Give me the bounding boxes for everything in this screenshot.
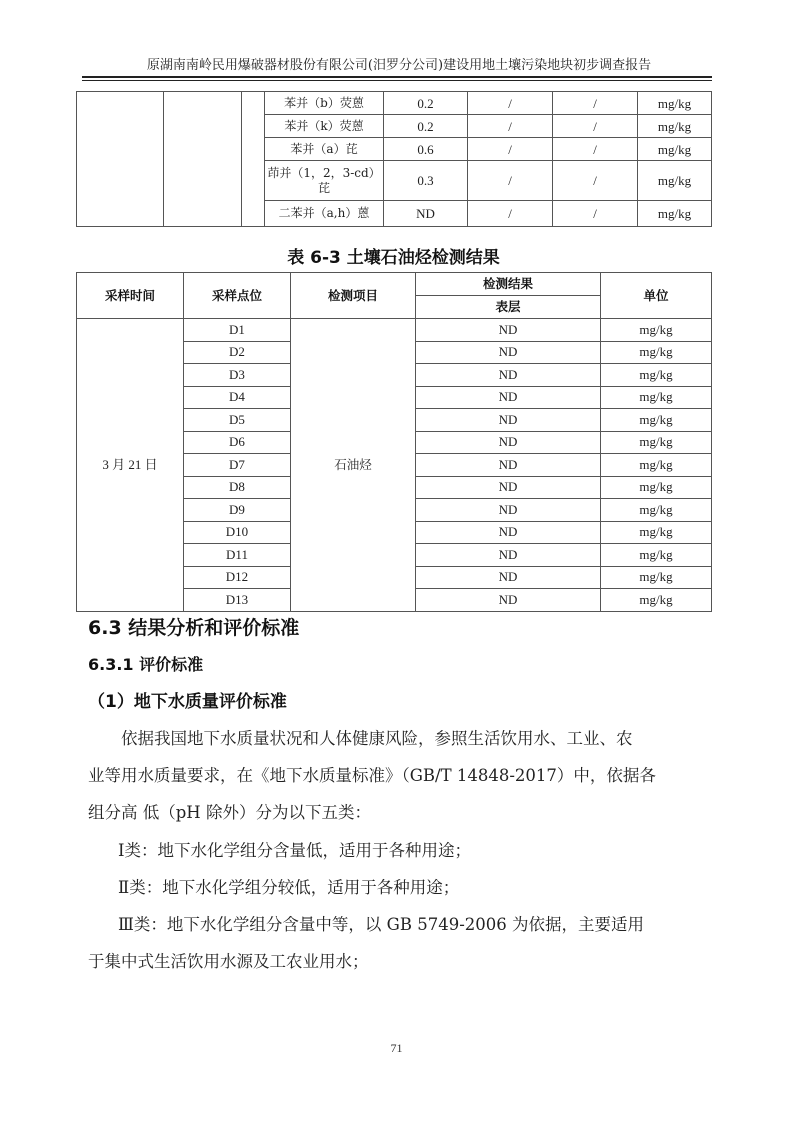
unit-cell: mg/kg bbox=[638, 138, 712, 161]
result-cell: ND bbox=[416, 409, 601, 432]
slash-cell: / bbox=[553, 161, 638, 201]
item-cell bbox=[265, 161, 384, 201]
result-cell: ND bbox=[416, 431, 601, 454]
result-cell: ND bbox=[416, 386, 601, 409]
unit-cell: mg/kg bbox=[601, 409, 712, 432]
table-caption: 表 6-3 土壤石油烃检测结果 bbox=[287, 248, 500, 268]
class-3-continuation: 于集中式生活饮用水源及工农业用水； bbox=[88, 952, 369, 971]
point-cell: D6 bbox=[184, 431, 291, 454]
unit-cell: mg/kg bbox=[638, 115, 712, 138]
paragraph-line: 业等用水质量要求，在《地下水质量标准》（GB/T 14848-2017）中，依据各 bbox=[88, 766, 656, 785]
subsection-heading-6-3-1: 6.3.1 评价标准 bbox=[88, 655, 204, 674]
value-cell: 0.6 bbox=[384, 138, 468, 161]
petroleum-hydrocarbon-results-table bbox=[76, 272, 712, 612]
paragraph-line: 组分高 低（pH 除外）分为以下五类： bbox=[88, 803, 371, 822]
point-cell: D9 bbox=[184, 499, 291, 522]
header-rule-thin bbox=[82, 80, 712, 81]
point-cell: D13 bbox=[184, 589, 291, 612]
result-cell: ND bbox=[416, 499, 601, 522]
merged-cell-3 bbox=[242, 92, 265, 227]
header-sampling-time: 采样时间 bbox=[77, 273, 184, 319]
unit-cell: mg/kg bbox=[601, 499, 712, 522]
slash-cell: / bbox=[468, 115, 553, 138]
slash-cell: / bbox=[468, 161, 553, 201]
point-cell: D12 bbox=[184, 566, 291, 589]
slash-cell: / bbox=[468, 138, 553, 161]
result-cell: ND bbox=[416, 454, 601, 477]
item-cell: 苯并（k）荧蒽 bbox=[265, 115, 384, 138]
unit-cell: mg/kg bbox=[638, 92, 712, 115]
result-cell: ND bbox=[416, 521, 601, 544]
table-row bbox=[77, 319, 712, 342]
header-test-item: 检测项目 bbox=[291, 273, 416, 319]
test-item-cell: 石油烃 bbox=[291, 319, 416, 612]
slash-cell: / bbox=[553, 201, 638, 227]
class-3-line: Ⅲ类：地下水化学组分含量中等，以 GB 5749-2006 为依据，主要适用 bbox=[118, 915, 645, 934]
slash-cell: / bbox=[553, 92, 638, 115]
value-cell: 0.2 bbox=[384, 92, 468, 115]
unit-cell: mg/kg bbox=[601, 521, 712, 544]
item-line-1: 茚并（1，2，3-cd） bbox=[267, 165, 381, 180]
header-unit: 单位 bbox=[601, 273, 712, 319]
unit-cell: mg/kg bbox=[601, 589, 712, 612]
page-number: 71 bbox=[390, 1041, 403, 1055]
running-header-title: 原湖南南岭民用爆破器材股份有限公司(汨罗分公司)建设用地土壤污染地块初步调查报告 bbox=[146, 58, 652, 73]
result-cell: ND bbox=[416, 319, 601, 342]
unit-cell: mg/kg bbox=[601, 544, 712, 567]
paragraph-line: 依据我国地下水质量状况和人体健康风险，参照生活饮用水、工业、农 bbox=[121, 729, 633, 748]
continued-results-table bbox=[76, 91, 712, 227]
result-cell: ND bbox=[416, 341, 601, 364]
result-cell: ND bbox=[416, 364, 601, 387]
value-cell: 0.3 bbox=[384, 161, 468, 201]
point-cell: D7 bbox=[184, 454, 291, 477]
point-cell: D10 bbox=[184, 521, 291, 544]
point-cell: D8 bbox=[184, 476, 291, 499]
point-cell: D2 bbox=[184, 341, 291, 364]
point-cell: D4 bbox=[184, 386, 291, 409]
header-test-result: 检测结果 bbox=[416, 273, 601, 296]
point-cell: D5 bbox=[184, 409, 291, 432]
item-cell: 二苯并（a,h）蒽 bbox=[265, 201, 384, 227]
item-line-2: 芘 bbox=[317, 180, 330, 195]
table-body bbox=[77, 319, 712, 612]
class-2-line: Ⅱ类：地下水化学组分较低，适用于各种用途； bbox=[118, 878, 460, 897]
unit-cell: mg/kg bbox=[601, 566, 712, 589]
groundwater-standard-heading: （1）地下水质量评价标准 bbox=[88, 692, 287, 712]
header-sampling-point: 采样点位 bbox=[184, 273, 291, 319]
unit-cell: mg/kg bbox=[601, 341, 712, 364]
table-row bbox=[77, 92, 712, 115]
merged-cell-2 bbox=[164, 92, 242, 227]
unit-cell: mg/kg bbox=[638, 161, 712, 201]
unit-cell: mg/kg bbox=[601, 364, 712, 387]
section-heading-6-3: 6.3 结果分析和评价标准 bbox=[88, 617, 300, 639]
unit-cell: mg/kg bbox=[638, 201, 712, 227]
slash-cell: / bbox=[553, 115, 638, 138]
value-cell: ND bbox=[384, 201, 468, 227]
unit-cell: mg/kg bbox=[601, 319, 712, 342]
result-cell: ND bbox=[416, 566, 601, 589]
unit-cell: mg/kg bbox=[601, 454, 712, 477]
unit-cell: mg/kg bbox=[601, 476, 712, 499]
item-cell: 苯并（b）荧蒽 bbox=[265, 92, 384, 115]
slash-cell: / bbox=[468, 201, 553, 227]
unit-cell: mg/kg bbox=[601, 386, 712, 409]
result-cell: ND bbox=[416, 589, 601, 612]
sampling-date-cell: 3 月 21 日 bbox=[77, 319, 184, 612]
point-cell: D3 bbox=[184, 364, 291, 387]
value-cell: 0.2 bbox=[384, 115, 468, 138]
item-cell: 苯并（a）芘 bbox=[265, 138, 384, 161]
result-cell: ND bbox=[416, 476, 601, 499]
merged-cell-1 bbox=[77, 92, 164, 227]
header-rule-thick bbox=[82, 76, 712, 78]
unit-cell: mg/kg bbox=[601, 431, 712, 454]
class-1-line: Ⅰ类：地下水化学组分含量低，适用于各种用途； bbox=[118, 841, 472, 860]
result-cell: ND bbox=[416, 544, 601, 567]
header-surface-layer: 表层 bbox=[416, 296, 601, 319]
point-cell: D1 bbox=[184, 319, 291, 342]
slash-cell: / bbox=[553, 138, 638, 161]
table-header-row bbox=[77, 273, 712, 296]
slash-cell: / bbox=[468, 92, 553, 115]
point-cell: D11 bbox=[184, 544, 291, 567]
